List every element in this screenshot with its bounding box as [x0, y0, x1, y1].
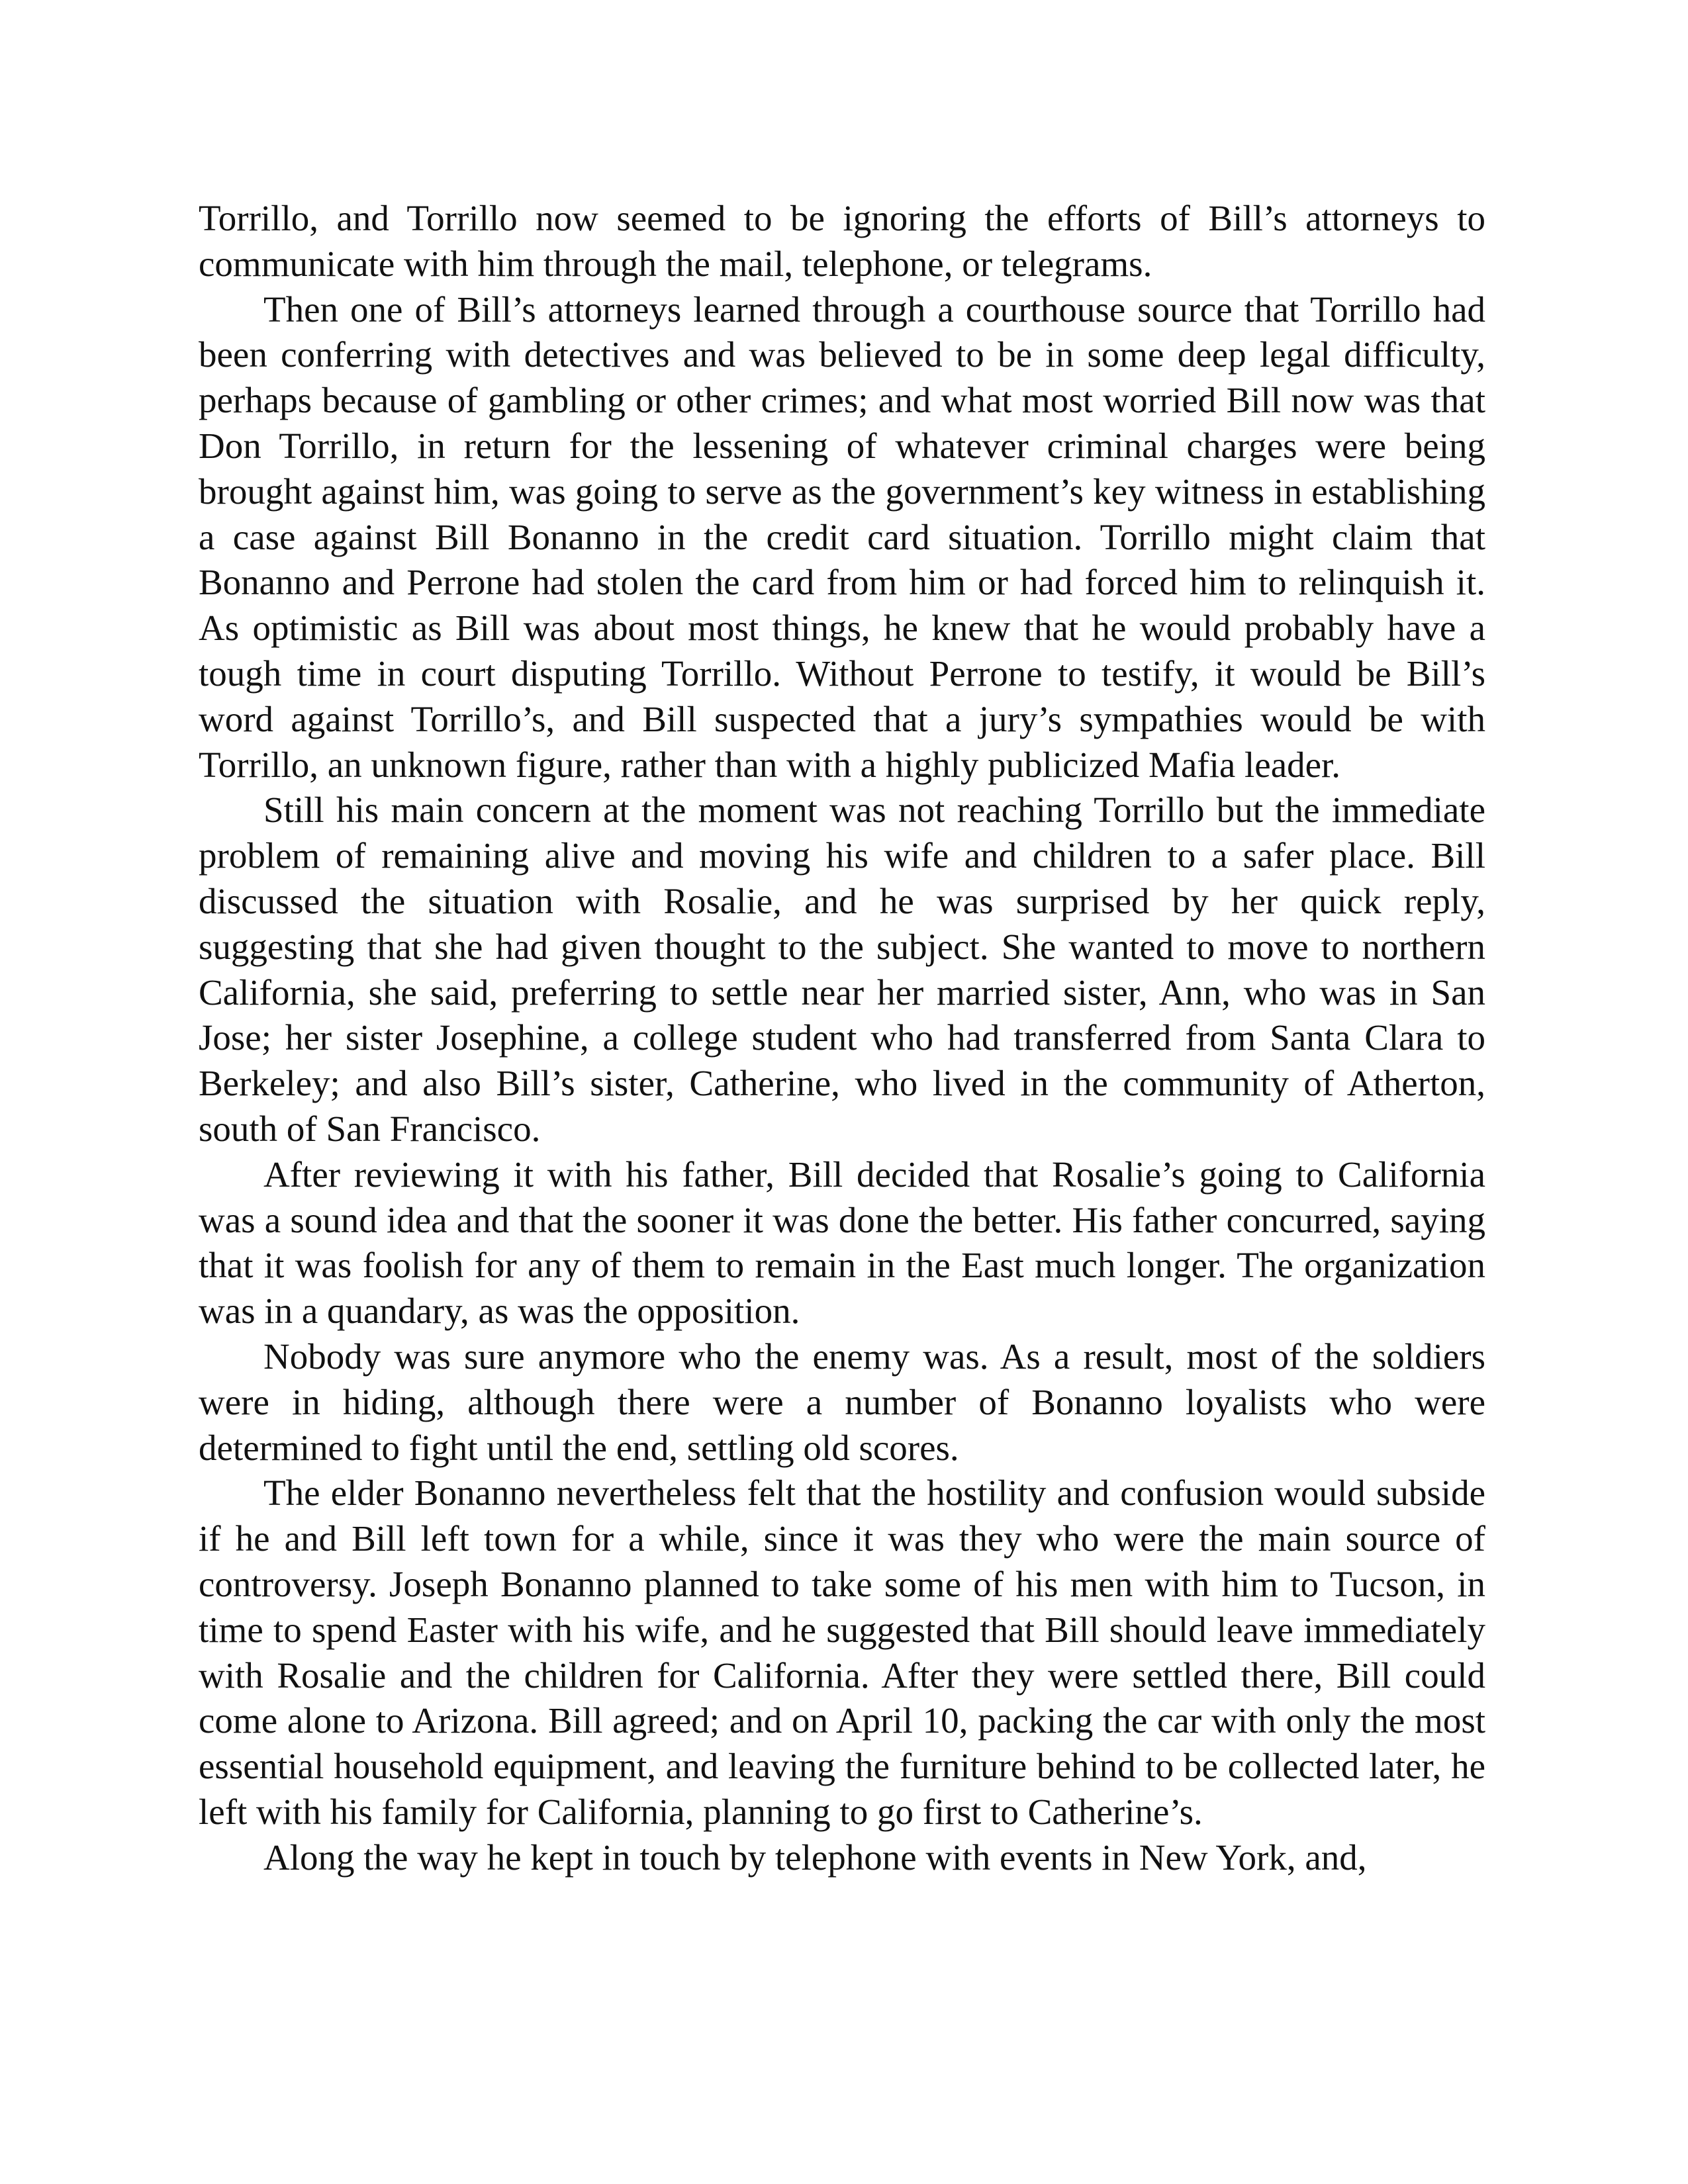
- paragraph-1: Torrillo, and Torrillo now seemed to be ignoring the efforts of Bill’s attorneys to communicate with him through the mail, telephone, or telegrams.: [199, 198, 1485, 284]
- paragraph-2: Then one of Bill’s attorneys learned through a courthouse source that Torrillo had been conferring with detectives and was believed to be in some deep legal difficulty, perhaps because of gambling or other crimes; and what most worried Bill now was that Don Torrillo, in return for the lessening of whatever criminal charges were being brought against him, was going to serve as the government’s key witness in establishing a case against Bill Bonanno in the credit card situation. Torrillo might claim that Bonanno and Perrone had stolen the card from him or had forced him to relinquish it. As optimistic as Bill was about most things, he knew that he would probably have a tough time in court disputing Torrillo. Without Perrone to testify, it would be Bill’s word against Torrillo’s, and Bill suspected that a jury’s sympathies would be with Torrillo, an unknown figure, rather than with a highly publicized Mafia leader.: [199, 289, 1485, 785]
- paragraph-4: After reviewing it with his father, Bill decided that Rosalie’s going to California was a sound idea and that the sooner it was done the better. His father concurred, saying that it was foolish for any of them to remain in the East much longer. The organization was in a quandary, as was the opposition.: [199, 1154, 1485, 1332]
- paragraph-5: Nobody was sure anymore who the enemy was. As a result, most of the soldiers were in hiding, although there were a number of Bonanno loyalists who were determined to fight until the end, settling old scores.: [199, 1336, 1485, 1468]
- paragraph-3: Still his main concern at the moment was not reaching Torrillo but the immediate problem of remaining alive and moving his wife and children to a safer place. Bill discussed the situation with Rosalie, and he was surprised by her quick reply, suggesting that she had given thought to the subject. She wanted to move to northern California, she said, preferring to settle near her married sister, Ann, who was in San Jose; her sister Josephine, a college student who had transferred from Santa Clara to Berkeley; and also Bill’s sister, Catherine, who lived in the community of Atherton, south of San Francisco.: [199, 790, 1485, 1149]
- paragraph-7: Along the way he kept in touch by telephone with events in New York, and,: [263, 1837, 1367, 1878]
- paragraph-6: The elder Bonanno nevertheless felt that the hostility and confusion would subside if he and Bill left town for a while, since it was they who were the main source of controversy. Joseph Bonanno planned to take some of his men with him to Tucson, in time to spend Easter with his wife, and he suggested that Bill should leave immediately with Rosalie and the children for California. After they were settled there, Bill could come alone to Arizona. Bill agreed; and on April 10, packing the car with only the most essential household equipment, and leaving the furniture behind to be collected later, he left with his family for California, planning to go first to Catherine’s.: [199, 1473, 1485, 1832]
- book-page-body: [199, 196, 1485, 1880]
